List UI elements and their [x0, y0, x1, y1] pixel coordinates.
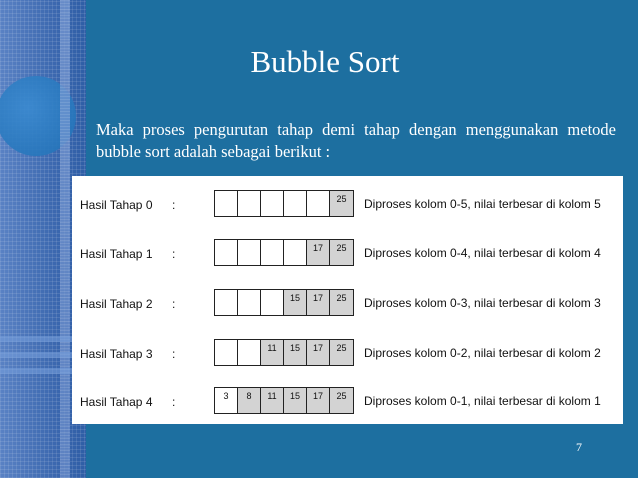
stage-label: Hasil Tahap 0 — [80, 198, 153, 212]
array-cell — [215, 290, 238, 315]
array-cells — [214, 387, 354, 414]
array-cell: 17 — [307, 340, 330, 365]
stage-description: Diproses kolom 0-4, nilai terbesar di kolom 4 — [364, 246, 601, 260]
stage-label: Hasil Tahap 1 — [80, 247, 153, 261]
bubble-sort-table — [72, 176, 623, 424]
stage-colon: : — [172, 198, 176, 212]
array-cell: 8 — [238, 388, 261, 413]
stage-label: Hasil Tahap 3 — [80, 347, 153, 361]
stage-colon: : — [172, 247, 176, 261]
array-cell: 25 — [330, 240, 353, 265]
array-cell — [307, 191, 330, 216]
array-cell: 25 — [330, 191, 353, 216]
slide-paragraph: Maka proses pengurutan tahap demi tahap dengan menggunakan metode bubble sort adalah sebagai berikut : — [96, 120, 616, 161]
array-cell — [261, 290, 284, 315]
array-cell — [215, 240, 238, 265]
stage-colon: : — [172, 395, 176, 409]
array-cell — [284, 191, 307, 216]
page-number: 7 — [576, 440, 582, 454]
array-cell — [238, 340, 261, 365]
array-cell: 25 — [330, 388, 353, 413]
array-cells — [214, 190, 354, 217]
array-cell: 11 — [261, 340, 284, 365]
array-cell: 15 — [284, 290, 307, 315]
array-cell: 17 — [307, 388, 330, 413]
stage-row — [72, 190, 623, 218]
array-cell: 17 — [307, 240, 330, 265]
array-cell: 25 — [330, 290, 353, 315]
array-cells — [214, 239, 354, 266]
stage-row — [72, 239, 623, 267]
array-cell — [215, 340, 238, 365]
array-cell: 17 — [307, 290, 330, 315]
array-cell: 11 — [261, 388, 284, 413]
array-cell: 25 — [330, 340, 353, 365]
array-cell — [238, 240, 261, 265]
array-cell — [215, 191, 238, 216]
stage-row — [72, 339, 623, 367]
slide-title: Bubble Sort — [250, 44, 400, 79]
array-cells — [214, 289, 354, 316]
stage-description: Diproses kolom 0-3, nilai terbesar di kolom 3 — [364, 296, 601, 310]
stage-description: Diproses kolom 0-2, nilai terbesar di kolom 2 — [364, 346, 601, 360]
array-cell — [261, 240, 284, 265]
stage-row — [72, 289, 623, 317]
array-cell: 15 — [284, 388, 307, 413]
array-cell — [284, 240, 307, 265]
stage-description: Diproses kolom 0-5, nilai terbesar di kolom 5 — [364, 197, 601, 211]
stage-description: Diproses kolom 0-1, nilai terbesar di kolom 1 — [364, 394, 601, 408]
stage-colon: : — [172, 297, 176, 311]
stage-label: Hasil Tahap 2 — [80, 297, 153, 311]
array-cells — [214, 339, 354, 366]
array-cell: 15 — [284, 340, 307, 365]
array-cell: 3 — [215, 388, 238, 413]
array-cell — [238, 191, 261, 216]
array-cell — [238, 290, 261, 315]
decorative-vertical-bar — [60, 0, 70, 478]
stage-row — [72, 387, 623, 415]
stage-colon: : — [172, 347, 176, 361]
array-cell — [261, 191, 284, 216]
stage-label: Hasil Tahap 4 — [80, 395, 153, 409]
